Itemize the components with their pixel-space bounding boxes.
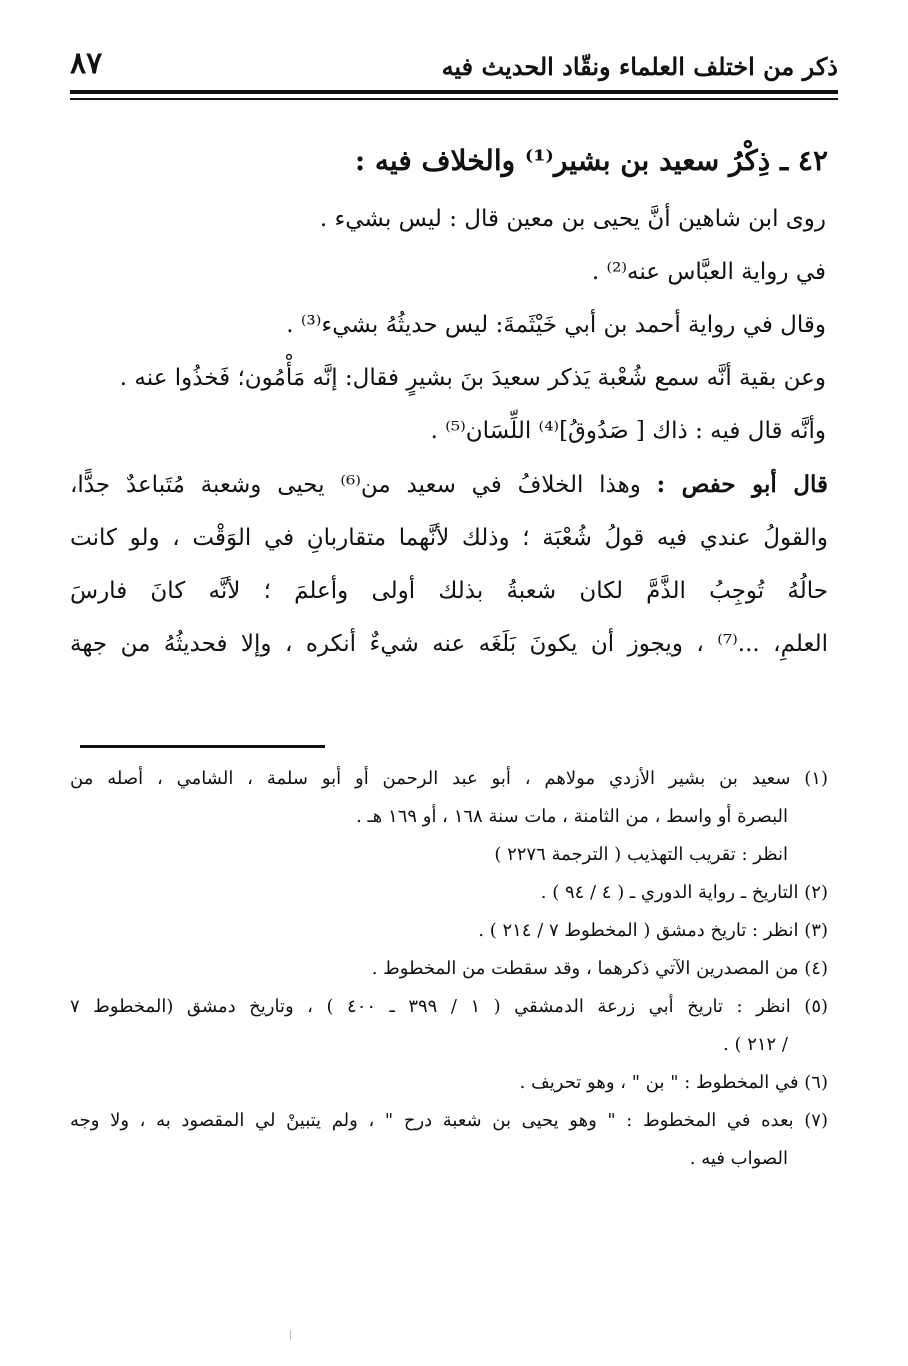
footnote-1-ref: انظر : تقريب التهذيب ( الترجمة ٢٢٧٦ ) <box>494 844 788 865</box>
footnote-5-cont: / ٢١٢ ) . <box>723 1034 788 1055</box>
header-rule-thick <box>70 90 838 94</box>
footnote-separator <box>80 745 325 748</box>
paragraph-text: وهذا الخلافُ في سعيد من⁽⁶⁾ يحيى وشعبة مُتَباعدٌ جدًّا، <box>70 472 641 498</box>
section-heading: ٤٢ ـ ذِكْرُ سعيد بن بشير⁽¹⁾ والخلاف فيه : <box>354 144 828 177</box>
paragraph-line: حالُهُ تُوجِبُ الذَّمَّ لكان شعبةُ بذلك أولى وأعلمَ ؛ لأنَّه كانَ فارسَ <box>70 578 828 604</box>
page-number: ٨٧ <box>70 46 103 81</box>
footnote-1: (١) سعيد بن بشير الأزدي مولاهم ، أبو عبد الرحمن أو أبو سلمة ، الشامي ، أصله من <box>70 768 828 789</box>
footnote-2: (٢) التاريخ ـ رواية الدوري ـ ( ٤ / ٩٤ ) . <box>540 882 828 903</box>
footnote-5: (٥) انظر : تاريخ أبي زرعة الدمشقي ( ١ / ٣٩٩ ـ ٤٠٠ ) ، وتاريخ دمشق (المخطوط ٧ <box>70 996 829 1017</box>
text-line: في رواية العبَّاس عنه⁽²⁾ . <box>591 259 826 285</box>
paragraph-line: والقولُ عندي فيه قولُ شُعْبَة ؛ وذلك لأنَّهما متقاربانِ في الوَقْت ، ولو كانت <box>70 525 828 551</box>
paragraph-label: قال أبو حفص : <box>656 471 828 498</box>
footnote-3: (٣) انظر : تاريخ دمشق ( المخطوط ٧ / ٢١٤ ) . <box>478 920 828 941</box>
footnote-4: (٤) من المصدرين الآتي ذكرهما ، وقد سقطت من المخطوط . <box>371 958 828 979</box>
text-line: وقال في رواية أحمد بن أبي خَيْثَمةَ: ليس حديثُهُ بشيء⁽³⁾ . <box>286 312 826 338</box>
footnote-7: (٧) بعده في المخطوط : " وهو يحيى بن شعبة درح " ، ولم يتبينْ لي المقصود به ، ولا وجه <box>70 1110 828 1131</box>
main-text <box>70 135 828 671</box>
running-title: ذكر من اختلف العلماء ونقّاد الحديث فيه <box>441 52 838 81</box>
page-header <box>70 40 838 90</box>
header-rule-thin <box>70 98 838 100</box>
scan-mark <box>290 1330 291 1340</box>
text-line: وأنَّه قال فيه : ذاك [ صَدُوقُ]⁽⁴⁾ اللِّسَان⁽⁵⁾ . <box>430 418 826 444</box>
paragraph-line <box>70 458 828 512</box>
text-line: روى ابن شاهين أنَّ يحيى بن معين قال : ليس بشيء . <box>319 206 826 232</box>
footnote-6: (٦) في المخطوط : " بن " ، وهو تحريف . <box>519 1072 828 1093</box>
footnote-7-cont: الصواب فيه . <box>689 1148 788 1169</box>
footnote-1-cont: البصرة أو واسط ، من الثامنة ، مات سنة ١٦٨ ، أو ١٦٩ هـ . <box>356 806 788 827</box>
paragraph-line: العلمِ، ...⁽⁷⁾ ، ويجوز أن يكونَ بَلَغَه عنه شيءٌ أنكره ، وإلا فحديثُهُ من جهة <box>70 631 828 657</box>
footnotes <box>70 760 828 1178</box>
text-line: وعن بقية أنَّه سمع شُعْبة يَذكر سعيدَ بنَ بشيرٍ فقال: إنَّه مَأْمُون؛ فَخذُوا عنه . <box>119 365 826 391</box>
